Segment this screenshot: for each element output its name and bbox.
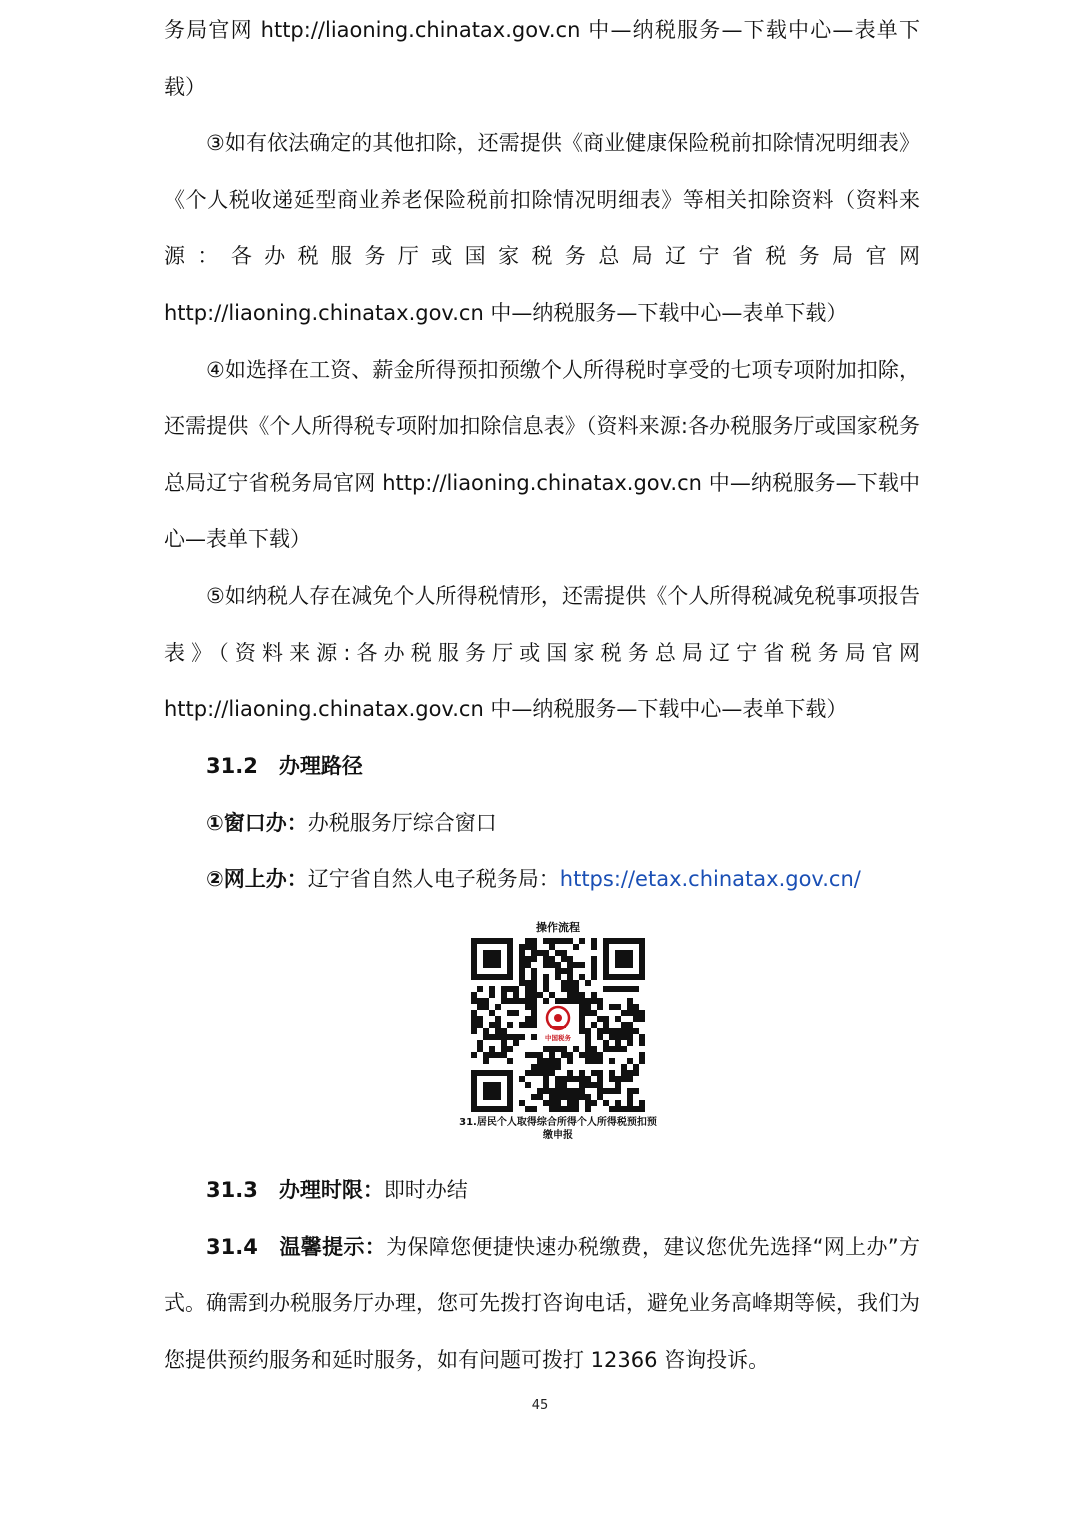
online-path-value: 辽宁省自然人电子税务局：	[307, 867, 560, 892]
paragraph-tax-reduction: ⑤如纳税人存在减免个人所得税情形，还需提供《个人所得税减免税事项报告表》（资料来源:各办税服务厅或国家税务总局辽宁省税务局官网 http://liaoning.chinatax.gov.cn 中—纳税服务—下载中心—表单下载）	[164, 583, 920, 722]
section-31-3-31-4	[164, 1162, 920, 1388]
paragraph-other-deductions: ③如有依法确定的其他扣除，还需提供《商业健康保险税前扣除情况明细表》《个人税收递延型商业养老保险税前扣除情况明细表》等相关扣除资料（资料来源：各办税服务厅或国家税务总局辽宁省税务局官网 http://liaoning.chinatax.gov.cn 中—纳税服务—下载中心—表单下载）	[164, 131, 920, 325]
online-path-label: ②网上办：	[206, 867, 308, 892]
section-31-3-label: 31.3 办理时限：	[206, 1178, 384, 1202]
paragraph-special-deductions: ④如选择在工资、薪金所得预扣预缴个人所得税时享受的七项专项附加扣除，还需提供《个人所得税专项附加扣除信息表》（资料来源:各办税服务厅或国家税务总局辽宁省税务局官网 http://liaoning.chinatax.gov.cn 中—纳税服务—下载中心—表单下载）	[164, 357, 920, 552]
section-31-4-value: 为保障您便捷快速办税缴费，建议您优先选择“网上办”方式。确需到办税服务厅办理，您可先拨打咨询电话，避免业务高峰期等候，我们为您提供预约服务和延时服务，如有问题可拨打 12366 咨询投诉。	[164, 1234, 920, 1372]
qr-finder-top-left	[471, 938, 513, 980]
page-number: 45	[531, 1398, 549, 1413]
qr-caption-line-2: 缴申报	[543, 1130, 573, 1141]
body-text-top	[164, 2, 920, 738]
window-path-label: ①窗口办：	[206, 810, 308, 835]
qr-title: 操作流程	[536, 921, 580, 934]
qr-code-image	[471, 938, 645, 1112]
qr-logo-text: 中国税务	[545, 1034, 571, 1042]
paragraph-download-source: 务局官网 http://liaoning.chinatax.gov.cn 中—纳税服务—下载中心—表单下载）	[164, 18, 920, 99]
qr-caption-line-1: 31.居民个人取得综合所得个人所得税预扣预	[459, 1117, 657, 1128]
qr-finder-top-right	[603, 938, 645, 980]
etax-link[interactable]: https://etax.chinatax.gov.cn/	[559, 867, 861, 892]
section-31-4	[164, 1219, 920, 1389]
window-path-value: 办税服务厅综合窗口	[307, 810, 497, 835]
section-31-2	[164, 738, 920, 908]
section-31-3	[164, 1162, 920, 1219]
online-path-line	[164, 851, 920, 908]
window-path-line	[164, 795, 920, 852]
section-31-4-label: 31.4 温馨提示：	[206, 1234, 387, 1259]
qr-code-block	[440, 920, 676, 1150]
qr-finder-bottom-left	[471, 1070, 513, 1112]
section-31-2-heading: 31.2 办理路径	[206, 754, 363, 778]
section-31-3-value: 即时办结	[383, 1178, 468, 1202]
qr-caption	[440, 1116, 676, 1142]
